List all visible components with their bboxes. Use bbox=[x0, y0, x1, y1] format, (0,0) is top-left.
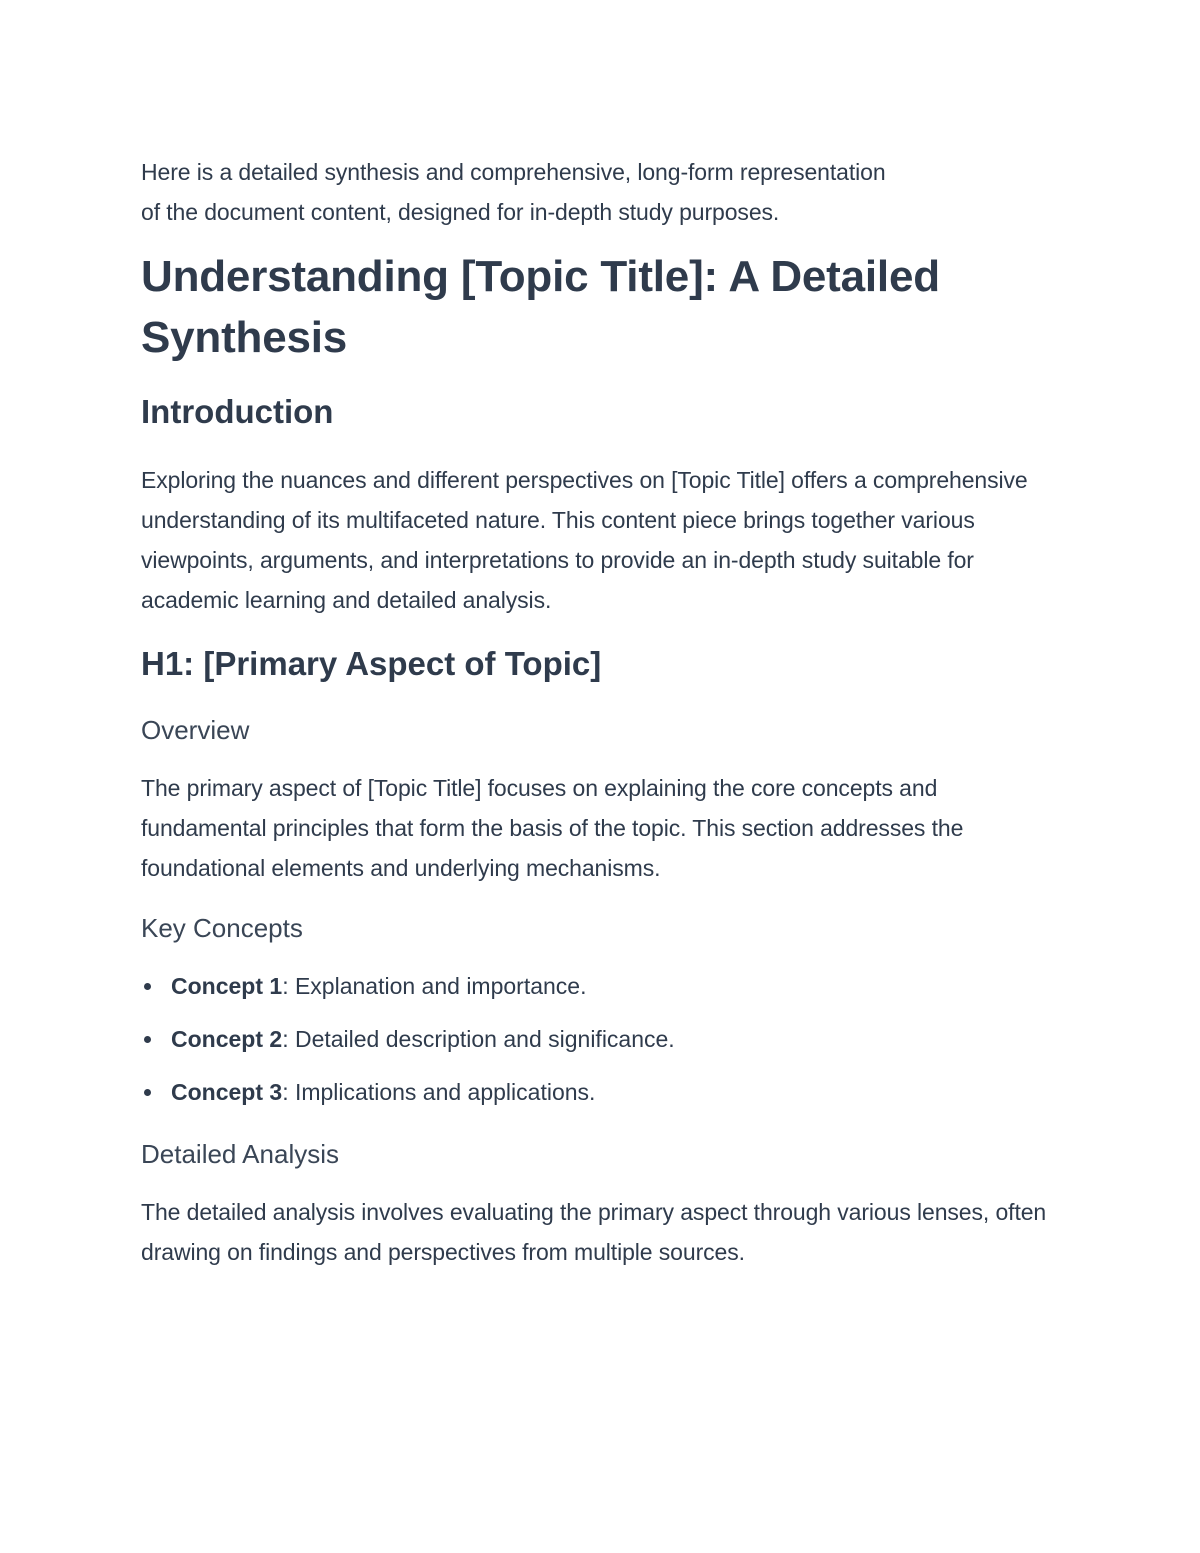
concept-description: : Detailed description and significance. bbox=[282, 1026, 675, 1052]
detailed-analysis-paragraph: The detailed analysis involves evaluating the primary aspect through various lenses, often drawing on findings and perspectives from multiple sources. bbox=[141, 1199, 1047, 1265]
introduction-paragraph: Exploring the nuances and different perspectives on [Topic Title] offers a comprehensive understanding of its multifaceted nature. This content piece brings together various viewpoints, arguments, and interpretations to provide an in-depth study suitable for academic learning and detailed analysis. bbox=[141, 467, 1028, 613]
bullet-icon bbox=[144, 1036, 151, 1043]
primary-aspect-heading: H1: [Primary Aspect of Topic] bbox=[141, 645, 602, 682]
document-title: Understanding [Topic Title]: A Detailed Synthesis bbox=[141, 252, 940, 362]
bullet-icon bbox=[144, 983, 151, 990]
overview-heading: Overview bbox=[141, 715, 250, 745]
list-item bbox=[141, 966, 1061, 1006]
detailed-analysis-heading: Detailed Analysis bbox=[141, 1139, 339, 1169]
intro-line-1: Here is a detailed synthesis and comprehensive, long-form representation bbox=[141, 159, 886, 185]
concept-term: Concept 3 bbox=[171, 1079, 283, 1105]
intro-line-2: of the document content, designed for in-depth study purposes. bbox=[141, 199, 780, 225]
overview-paragraph: The primary aspect of [Topic Title] focuses on explaining the core concepts and fundamental principles that form the basis of the topic. This section addresses the foundational elements and underlying mechanisms. bbox=[141, 775, 964, 881]
key-concepts-heading: Key Concepts bbox=[141, 913, 303, 943]
concept-term: Concept 2 bbox=[171, 1026, 283, 1052]
list-item bbox=[141, 1019, 1061, 1059]
intro-text bbox=[141, 152, 1061, 232]
concept-term: Concept 1 bbox=[171, 973, 283, 999]
bullet-icon bbox=[144, 1089, 151, 1096]
list-item bbox=[141, 1072, 1061, 1112]
document-page bbox=[141, 152, 1061, 1294]
introduction-heading: Introduction bbox=[141, 393, 334, 430]
key-concepts-list bbox=[141, 966, 1061, 1112]
concept-description: : Explanation and importance. bbox=[282, 973, 587, 999]
concept-description: : Implications and applications. bbox=[282, 1079, 596, 1105]
